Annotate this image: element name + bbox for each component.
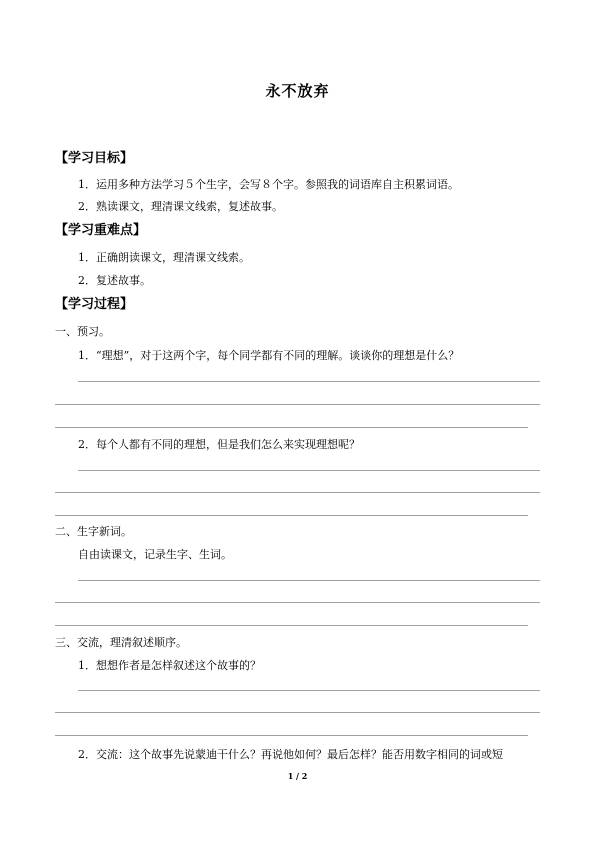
answer-line[interactable] (55, 735, 528, 736)
part-1-title: 一、预习。 (55, 325, 110, 338)
page-title: 永不放弃 (265, 82, 330, 100)
process-heading: 【学习过程】 (55, 297, 134, 312)
part-1-question-1: 1．“理想”，对于这两个字，每个同学都有不同的理解。谈谈你的理想是什么？ (78, 349, 460, 362)
answer-line[interactable] (55, 404, 540, 405)
answer-line[interactable] (55, 602, 540, 603)
answer-line[interactable] (78, 690, 540, 691)
key-point-item-1: 1．正确朗读课文，理清课文线索。 (78, 251, 250, 264)
objective-item-2: 2．熟读课文，理清课文线索，复述故事。 (78, 200, 283, 213)
objective-item-1: 1．运用多种方法学习５个生字，会写８个字。参照我的词语库自主积累词语。 (78, 178, 459, 191)
answer-line[interactable] (78, 470, 540, 471)
answer-line[interactable] (55, 712, 540, 713)
answer-line[interactable] (55, 492, 540, 493)
key-points-heading: 【学习重难点】 (55, 223, 147, 238)
part-3-title: 三、交流，理清叙述顺序。 (55, 636, 187, 649)
part-2-instruction: 自由读课文，记录生字、生词。 (78, 548, 232, 561)
part-3-question-2: 2．交流：这个故事先说蒙迪干什么？再说他如何？最后怎样？能否用数字相同的词或短 (78, 748, 503, 761)
part-3-question-1: 1．想想作者是怎样叙述这个故事的？ (78, 659, 261, 672)
answer-line[interactable] (55, 427, 528, 428)
part-1-question-2: 2．每个人都有不同的理想，但是我们怎么来实现理想呢？ (78, 438, 360, 451)
answer-line[interactable] (55, 625, 528, 626)
answer-line[interactable] (55, 515, 528, 516)
part-2-title: 二、生字新词。 (55, 525, 132, 538)
answer-line[interactable] (78, 381, 540, 382)
key-point-item-2: 2．复述故事。 (78, 274, 151, 287)
page-number: 1 / 2 (287, 771, 308, 781)
objectives-heading: 【学习目标】 (55, 151, 134, 166)
answer-line[interactable] (78, 580, 540, 581)
